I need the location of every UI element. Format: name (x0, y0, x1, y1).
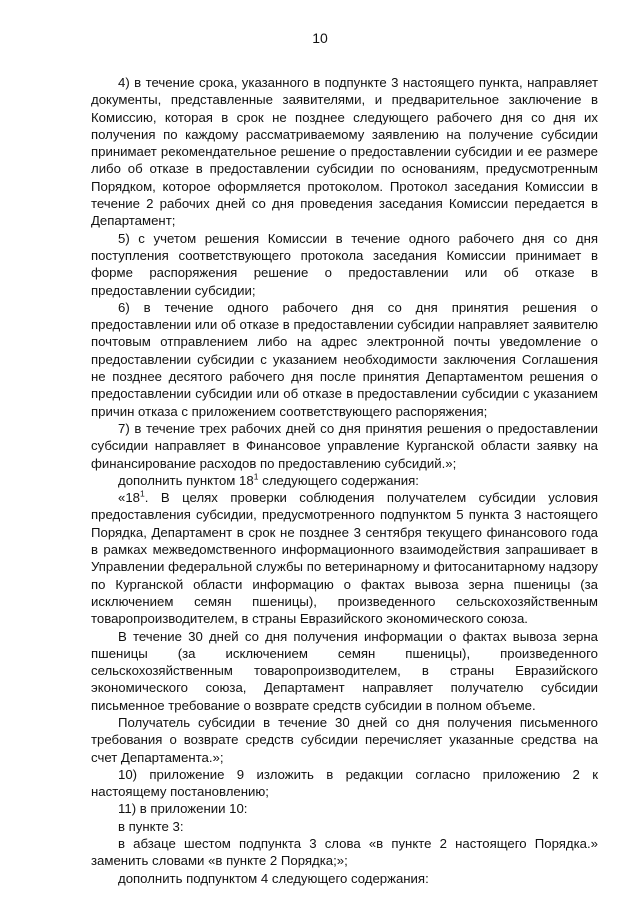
paragraph-item-5: 5) с учетом решения Комиссии в течение одного рабочего дня со дня поступления соответствующего протокола заседания Комиссии принимает в форме распоряжения решение о предоставлении или об отказе в предоставлении субсидии; (91, 230, 598, 298)
paragraph-item-11: 11) в приложении 10: (118, 801, 248, 817)
text-fragment: . В целях проверки соблюдения получателем субсидии условия предоставления субсидии, предусмотренного подпунктом 5 пункта 3 настоящего Порядка, Департамент в срок не позднее 3 сентября текущего финансового года в рамках межведомственного информационного взаимодействия запрашивает в Управлении федеральной службы по ветеринарному и фитосанитарному надзору по Курганской области информацию о фактах вывоза зерна пшеницы (за исключением семян пшеницы), произведенного сельскохозяйственным товаропроизводителем, в страны Евразийского экономического союза. (91, 490, 598, 627)
page-number: 10 (312, 30, 328, 46)
text-fragment: «18 (118, 490, 141, 506)
superscript: 1 (140, 488, 145, 499)
paragraph-item-6: 6) в течение одного рабочего дня со дня принятия решения о предоставлении или об отказе в предоставлении субсидии направляет заявителю почтовым отправлением либо на адрес электронной почты уведомление о предоставлении субсидии с указанием необходимости заключения Соглашения не позднее десятого рабочего дня после принятия Департаментом решения о предоставлении субсидии или об отказе в предоставлении субсидии с указанием причин отказа с приложением соответствующего распоряжения; (91, 299, 598, 419)
document-body (91, 74, 598, 887)
paragraph-item-7: 7) в течение трех рабочих дней со дня принятия решения о предоставлении субсидии направляет в Финансовое управление Курганской области заявку на финансирование расходов по предоставлению субсидий.»; (91, 420, 598, 471)
paragraph-add-subpoint-4: дополнить подпунктом 4 следующего содержания: (118, 870, 429, 886)
paragraph-point-18-1 (91, 489, 598, 627)
text-fragment: дополнить пунктом 18 (118, 472, 254, 488)
paragraph-point-3: в пункте 3: (118, 818, 184, 834)
paragraph-refund: Получатель субсидии в течение 30 дней со дня получения письменного требования о возврате средств субсидии перечисляет указанные средства на счет Департамента.»; (91, 714, 598, 765)
superscript: 1 (253, 471, 259, 482)
paragraph-item-4: 4) в течение срока, указанного в подпункте 3 настоящего пункта, направляет документы, представленные заявителями, и предварительное заключение в Комиссию, которая в срок не позднее следующего рабочего дня со дня их получения по каждому рассматриваемому заявлению на получение субсидии принимает рекомендательное решение о предоставлении субсидии и ее размере либо об отказе в предоставлении субсидии по основаниям, предусмотренным Порядком, которое оформляется протоколом. Протокол заседания Комиссии в течение 2 рабочих дней со дня проведения заседания Комиссии передается в Департамент; (91, 75, 598, 229)
paragraph-add-point-18-1 (91, 472, 598, 489)
text-fragment: следующего содержания: (258, 472, 419, 488)
paragraph-replace-words: в абзаце шестом подпункта 3 слова «в пункте 2 настоящего Порядка.» заменить словами «в пункте 2 Порядка;»; (91, 836, 598, 869)
paragraph-30-days-info: В течение 30 дней со дня получения информации о фактах вывоза зерна пшеницы (за исключением семян пшеницы), произведенного сельскохозяйственным товаропроизводителем, в страны Евразийского экономического союза, Департамент направляет получателю субсидии письменное требование о возврате средств субсидии в полном объеме. (91, 628, 598, 713)
paragraph-item-10: 10) приложение 9 изложить в редакции согласно приложению 2 к настоящему постановлению; (91, 766, 598, 800)
